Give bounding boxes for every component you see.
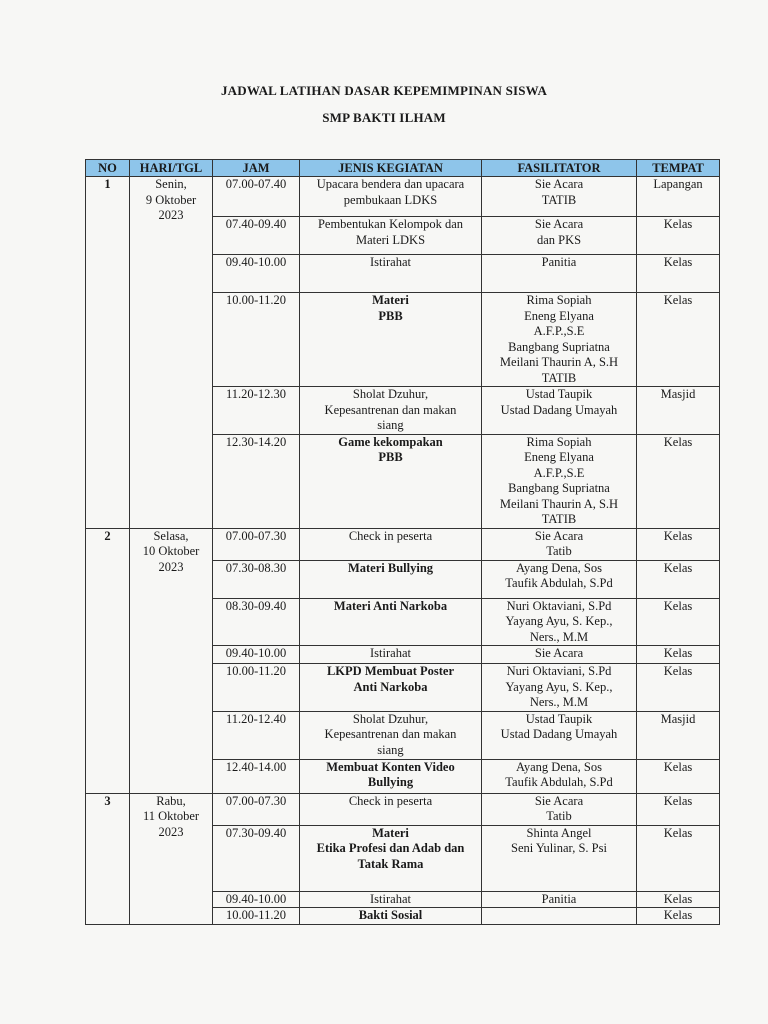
time-cell: 09.40-10.00 [213, 646, 300, 664]
cell-line: Sholat Dzuhur, [352, 711, 429, 726]
activity-cell [300, 217, 482, 255]
cell-line: Bangbang Supriatna [508, 481, 610, 495]
time-cell: 07.30-08.30 [213, 560, 300, 598]
place-cell: Masjid [637, 711, 720, 759]
activity-cell [300, 891, 482, 908]
cell-line: dan PKS [536, 232, 582, 247]
cell-line: Materi Bullying [347, 560, 434, 575]
header-tempat: TEMPAT [637, 160, 720, 177]
cell-line: Panitia [541, 891, 577, 906]
place-cell: Kelas [637, 434, 720, 528]
document-subtitle: SMP BAKTI ILHAM [322, 110, 446, 125]
cell-line: Selasa, [153, 528, 189, 543]
time-cell: 07.00-07.40 [213, 177, 300, 217]
place-cell: Kelas [637, 825, 720, 891]
cell-line: Sie Acara [534, 793, 584, 808]
time-cell: 10.00-11.20 [213, 293, 300, 387]
activity-cell [300, 177, 482, 217]
cell-line: Istirahat [370, 891, 411, 906]
cell-line: pembukaan LDKS [343, 192, 438, 207]
cell-line: Ustad Dadang Umayah [500, 402, 618, 417]
activity-cell [300, 255, 482, 293]
facilitator-cell [482, 908, 637, 925]
cell-line: Rima Sopiah [526, 434, 592, 449]
document-title: JADWAL LATIHAN DASAR KEPEMIMPINAN SISWA [220, 83, 548, 98]
activity-cell [300, 598, 482, 646]
cell-line: Etika Profesi dan Adab dan [316, 841, 465, 855]
header-jam: JAM [213, 160, 300, 177]
facilitator-cell [482, 528, 637, 560]
time-cell: 07.00-07.30 [213, 528, 300, 560]
cell-line: Anti Narkoba [353, 679, 428, 694]
facilitator-cell [482, 293, 637, 387]
day-number: 1 [86, 177, 130, 529]
cell-line: Rima Sopiah [526, 293, 592, 307]
cell-line: Tatib [546, 544, 572, 558]
time-cell: 11.20-12.40 [213, 711, 300, 759]
place-cell: Kelas [637, 217, 720, 255]
time-cell: 08.30-09.40 [213, 598, 300, 646]
cell-line: Sie Acara [534, 217, 584, 231]
cell-line: Ustad Taupik [525, 711, 593, 726]
activity-cell [300, 793, 482, 825]
time-cell: 09.40-10.00 [213, 255, 300, 293]
cell-line: Check in peserta [348, 793, 433, 808]
cell-line: Kepesantrenan dan makan [324, 727, 457, 741]
cell-line: A.F.P.,S.E [533, 465, 585, 480]
cell-line: Sholat Dzuhur, [352, 387, 429, 401]
cell-line: Nuri Oktaviani, S.Pd [506, 664, 612, 678]
cell-line: Tatak Rama [357, 856, 424, 871]
facilitator-cell [482, 387, 637, 435]
cell-line: Yayang Ayu, S. Kep., [505, 614, 613, 628]
facilitator-cell [482, 759, 637, 793]
cell-line: Ustad Dadang Umayah [500, 727, 618, 741]
table-row [86, 177, 720, 217]
cell-line: Materi Anti Narkoba [333, 598, 448, 613]
facilitator-cell [482, 646, 637, 664]
cell-line: Ustad Taupik [525, 387, 593, 401]
activity-cell [300, 759, 482, 793]
activity-cell [300, 434, 482, 528]
place-cell: Kelas [637, 891, 720, 908]
activity-cell [300, 293, 482, 387]
cell-line: Shinta Angel [526, 825, 592, 840]
day-date [130, 528, 213, 793]
place-cell: Kelas [637, 646, 720, 664]
cell-line: 2023 [158, 208, 184, 222]
cell-line: Eneng Elyana [524, 450, 594, 464]
cell-line: Materi [372, 825, 409, 840]
cell-line: TATIB [541, 370, 577, 385]
cell-line: Istirahat [370, 255, 411, 269]
cell-line: 11 Oktober [142, 809, 200, 823]
activity-cell [300, 711, 482, 759]
schedule-table [85, 159, 720, 925]
cell-line: Tatib [546, 809, 572, 823]
cell-line: 2023 [158, 824, 184, 839]
place-cell: Kelas [637, 598, 720, 646]
cell-line: Pembentukan Kelompok dan [317, 217, 464, 231]
cell-line: Sie Acara [534, 528, 584, 543]
place-cell: Kelas [637, 759, 720, 793]
cell-line: Taufik Abdulah, S.Pd [505, 576, 613, 590]
activity-cell [300, 387, 482, 435]
cell-line: 9 Oktober [145, 192, 197, 207]
activity-cell [300, 908, 482, 925]
header-no: NO [86, 160, 130, 177]
cell-line: LKPD Membuat Poster [326, 664, 455, 678]
table-row [86, 793, 720, 825]
cell-line: Nuri Oktaviani, S.Pd [506, 598, 612, 613]
activity-cell [300, 646, 482, 664]
cell-line: Bullying [367, 775, 414, 789]
time-cell: 07.00-07.30 [213, 793, 300, 825]
cell-line: Taufik Abdulah, S.Pd [505, 775, 613, 789]
table-header-row [86, 160, 720, 177]
cell-line: Materi [372, 293, 409, 307]
facilitator-cell [482, 711, 637, 759]
cell-line: Panitia [541, 255, 577, 269]
cell-line: Sie Acara [534, 646, 584, 660]
place-cell: Kelas [637, 664, 720, 712]
header-hari: HARI/TGL [130, 160, 213, 177]
cell-line: Membuat Konten Video [326, 759, 455, 774]
cell-line: Materi LDKS [355, 232, 426, 247]
cell-line: siang [377, 418, 404, 432]
cell-line: Upacara bendera dan upacara [316, 177, 465, 191]
cell-line: Game kekompakan [338, 434, 443, 449]
facilitator-cell [482, 891, 637, 908]
activity-cell [300, 528, 482, 560]
place-cell: Masjid [637, 387, 720, 435]
place-cell: Kelas [637, 293, 720, 387]
facilitator-cell [482, 560, 637, 598]
cell-line: TATIB [541, 512, 577, 526]
day-number: 3 [86, 793, 130, 924]
cell-line: Check in peserta [348, 528, 433, 543]
cell-line: Bakti Sosial [358, 908, 423, 922]
facilitator-cell [482, 177, 637, 217]
day-number: 2 [86, 528, 130, 793]
place-cell: Kelas [637, 528, 720, 560]
cell-line: Bangbang Supriatna [508, 339, 610, 354]
table-row [86, 528, 720, 560]
cell-line: Meilani Thaurin A, S.H [499, 496, 619, 511]
cell-line: 2023 [158, 559, 184, 574]
place-cell: Lapangan [637, 177, 720, 217]
time-cell: 10.00-11.20 [213, 908, 300, 925]
facilitator-cell [482, 664, 637, 712]
facilitator-cell [482, 255, 637, 293]
header-kegiatan: JENIS KEGIATAN [300, 160, 482, 177]
cell-line: PBB [378, 450, 403, 464]
facilitator-cell [482, 793, 637, 825]
day-date [130, 177, 213, 529]
time-cell: 07.30-09.40 [213, 825, 300, 891]
cell-line: Senin, [155, 177, 187, 191]
cell-line: Ayang Dena, Sos [516, 560, 602, 575]
cell-line: Yayang Ayu, S. Kep., [505, 679, 613, 694]
time-cell: 10.00-11.20 [213, 664, 300, 712]
cell-line: Sie Acara [534, 177, 584, 191]
cell-line: TATIB [541, 192, 577, 207]
time-cell: 11.20-12.30 [213, 387, 300, 435]
cell-line: Istirahat [370, 646, 411, 660]
cell-line: PBB [378, 308, 403, 323]
place-cell: Kelas [637, 793, 720, 825]
facilitator-cell [482, 825, 637, 891]
activity-cell [300, 825, 482, 891]
activity-cell [300, 560, 482, 598]
cell-line: Ners., M.M [529, 695, 589, 709]
cell-line: Ayang Dena, Sos [516, 759, 602, 774]
time-cell: 09.40-10.00 [213, 891, 300, 908]
facilitator-cell [482, 434, 637, 528]
cell-line: Rabu, [156, 793, 186, 808]
time-cell: 12.30-14.20 [213, 434, 300, 528]
place-cell: Kelas [637, 560, 720, 598]
time-cell: 07.40-09.40 [213, 217, 300, 255]
activity-cell [300, 664, 482, 712]
place-cell: Kelas [637, 908, 720, 925]
cell-line: 10 Oktober [142, 544, 200, 558]
cell-line: Ners., M.M [529, 629, 589, 644]
place-cell: Kelas [637, 255, 720, 293]
cell-line: Meilani Thaurin A, S.H [499, 355, 619, 369]
cell-line: A.F.P.,S.E [533, 324, 585, 338]
cell-line: Seni Yulinar, S. Psi [511, 841, 607, 855]
day-date [130, 793, 213, 924]
cell-line: Kepesantrenan dan makan [324, 402, 457, 417]
time-cell: 12.40-14.00 [213, 759, 300, 793]
facilitator-cell [482, 598, 637, 646]
cell-line: siang [377, 742, 404, 757]
cell-line: Eneng Elyana [524, 308, 594, 323]
header-fasilitator: FASILITATOR [482, 160, 637, 177]
facilitator-cell [482, 217, 637, 255]
